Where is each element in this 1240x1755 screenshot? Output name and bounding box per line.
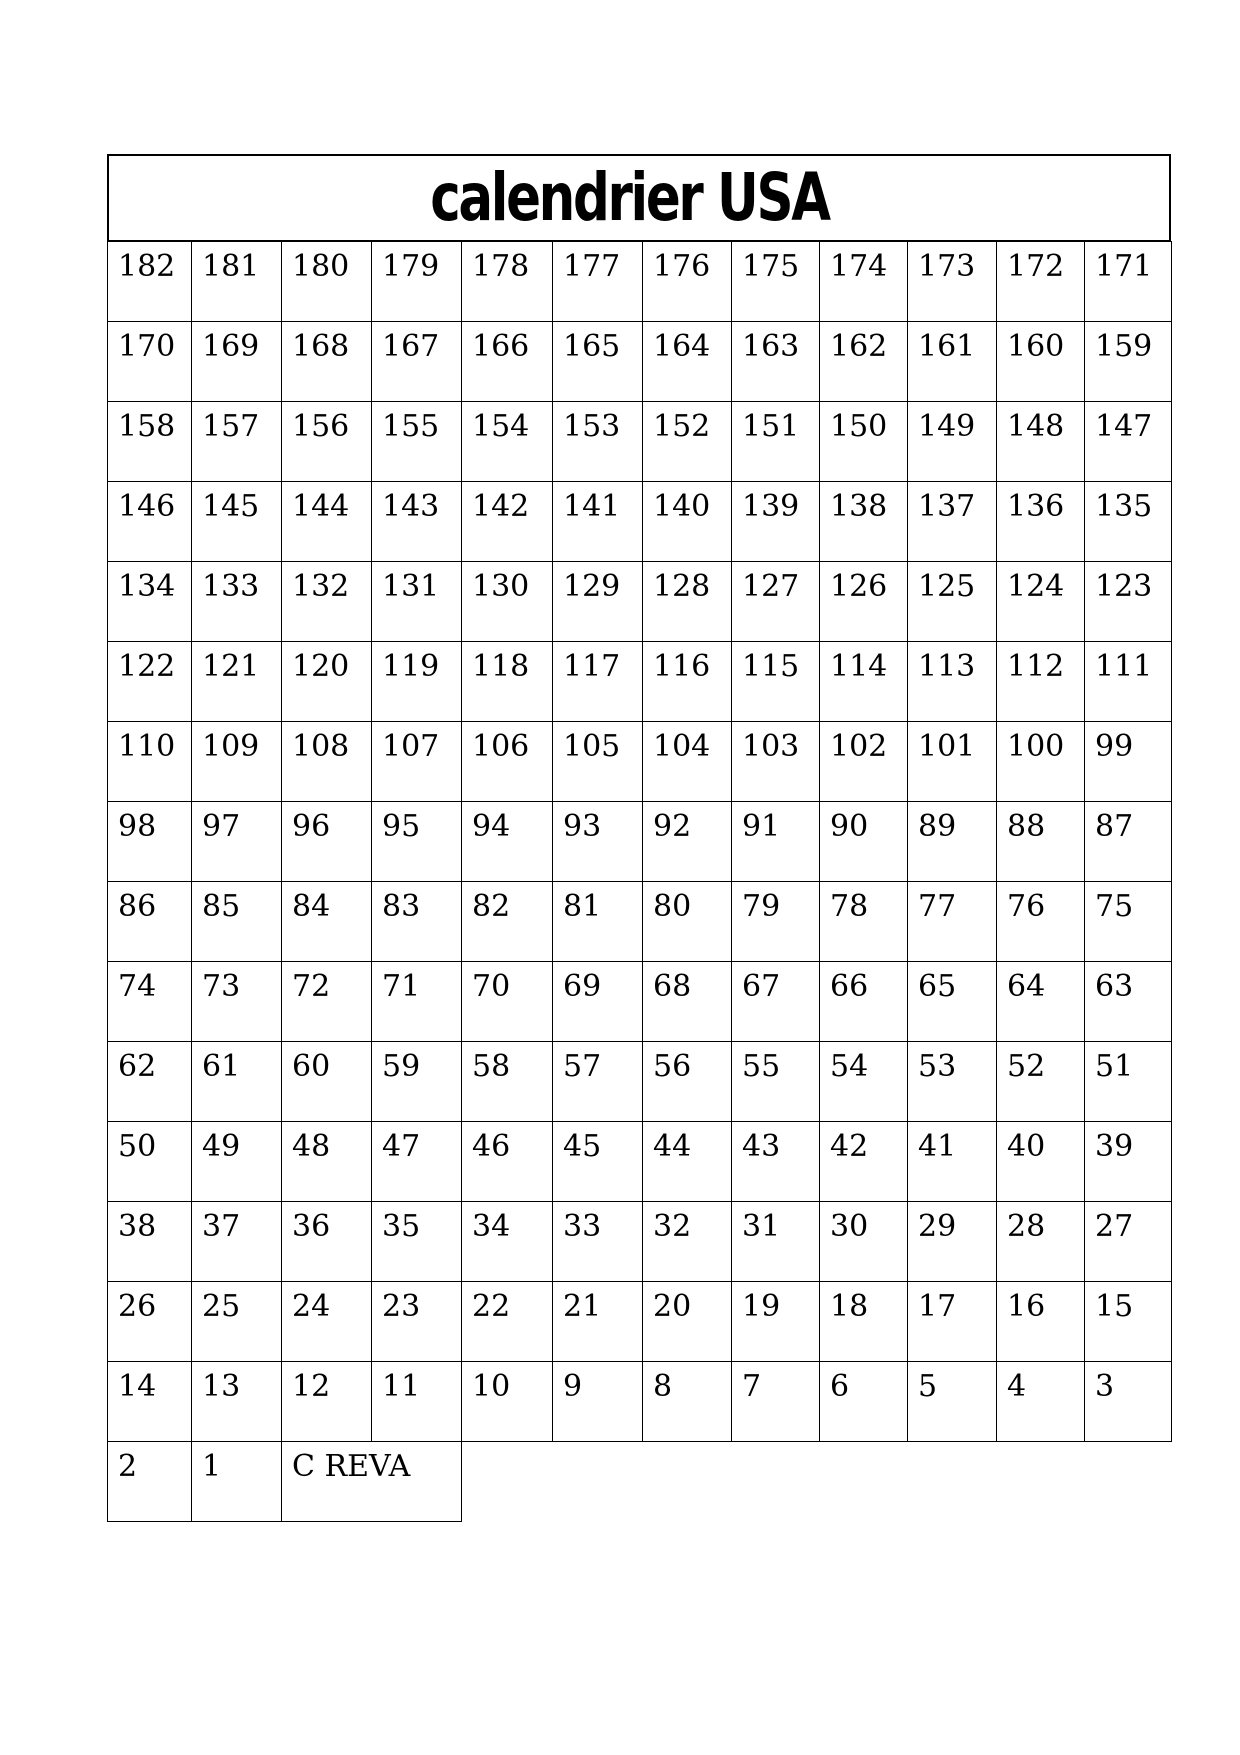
day-cell: 92: [643, 802, 732, 882]
day-cell: 58: [462, 1042, 553, 1122]
day-cell: 91: [732, 802, 820, 882]
day-cell: 45: [553, 1122, 643, 1202]
day-cell: 66: [820, 962, 908, 1042]
day-cell: 98: [108, 802, 192, 882]
day-cell: 76: [997, 882, 1085, 962]
day-cell: 94: [462, 802, 553, 882]
day-cell: 50: [108, 1122, 192, 1202]
day-cell: 181: [192, 242, 282, 322]
day-cell: 46: [462, 1122, 553, 1202]
day-cell: 172: [997, 242, 1085, 322]
day-cell: 32: [643, 1202, 732, 1282]
day-cell: 167: [372, 322, 462, 402]
day-cell: 47: [372, 1122, 462, 1202]
day-cell: 124: [997, 562, 1085, 642]
day-cell: 44: [643, 1122, 732, 1202]
day-cell: 168: [282, 322, 372, 402]
day-cell: 131: [372, 562, 462, 642]
day-cell: 141: [553, 482, 643, 562]
day-cell: 88: [997, 802, 1085, 882]
day-cell: 2: [108, 1442, 192, 1522]
day-cell: 56: [643, 1042, 732, 1122]
day-cell: 135: [1085, 482, 1172, 562]
day-cell: 59: [372, 1042, 462, 1122]
day-cell: 140: [643, 482, 732, 562]
day-cell: 90: [820, 802, 908, 882]
grid-row: [108, 1362, 1172, 1442]
day-cell: 6: [820, 1362, 908, 1442]
day-cell: 101: [908, 722, 997, 802]
day-cell: 26: [108, 1282, 192, 1362]
day-cell: 10: [462, 1362, 553, 1442]
day-cell: 72: [282, 962, 372, 1042]
day-cell: 7: [732, 1362, 820, 1442]
day-cell: 157: [192, 402, 282, 482]
day-cell: 165: [553, 322, 643, 402]
day-cell: 16: [997, 1282, 1085, 1362]
day-cell: 144: [282, 482, 372, 562]
day-cell: 109: [192, 722, 282, 802]
day-cell: 146: [108, 482, 192, 562]
day-cell: 179: [372, 242, 462, 322]
grid-row: [108, 722, 1172, 802]
day-cell: 133: [192, 562, 282, 642]
page-title: calendrier USA: [429, 159, 829, 236]
day-cell: 52: [997, 1042, 1085, 1122]
day-cell: 158: [108, 402, 192, 482]
day-cell: 85: [192, 882, 282, 962]
day-cell: 103: [732, 722, 820, 802]
day-cell: 89: [908, 802, 997, 882]
day-cell: 145: [192, 482, 282, 562]
day-cell: 156: [282, 402, 372, 482]
day-cell: 86: [108, 882, 192, 962]
day-cell: 17: [908, 1282, 997, 1362]
day-cell: 171: [1085, 242, 1172, 322]
day-cell: 71: [372, 962, 462, 1042]
day-cell: 68: [643, 962, 732, 1042]
day-cell: 112: [997, 642, 1085, 722]
day-cell: 110: [108, 722, 192, 802]
day-cell: 182: [108, 242, 192, 322]
day-cell: 155: [372, 402, 462, 482]
empty-cell: [820, 1442, 908, 1522]
grid-row: [108, 1202, 1172, 1282]
empty-cell: [1085, 1442, 1172, 1522]
day-cell: 25: [192, 1282, 282, 1362]
day-cell: 13: [192, 1362, 282, 1442]
day-cell: 34: [462, 1202, 553, 1282]
day-cell: 125: [908, 562, 997, 642]
grid-body: [108, 242, 1172, 1522]
day-cell: 163: [732, 322, 820, 402]
empty-cell: [732, 1442, 820, 1522]
grid-row: [108, 802, 1172, 882]
day-cell: 132: [282, 562, 372, 642]
day-cell: 75: [1085, 882, 1172, 962]
day-cell: 42: [820, 1122, 908, 1202]
day-cell: 99: [1085, 722, 1172, 802]
day-cell: 105: [553, 722, 643, 802]
day-cell: 106: [462, 722, 553, 802]
day-cell: 175: [732, 242, 820, 322]
day-cell: 122: [108, 642, 192, 722]
grid-row-last: [108, 1442, 1172, 1522]
day-cell: 64: [997, 962, 1085, 1042]
title-box: [107, 154, 1171, 242]
empty-cell: [908, 1442, 997, 1522]
day-cell: 164: [643, 322, 732, 402]
day-cell: 153: [553, 402, 643, 482]
day-cell: 170: [108, 322, 192, 402]
day-cell: 139: [732, 482, 820, 562]
day-cell: 77: [908, 882, 997, 962]
day-cell: 111: [1085, 642, 1172, 722]
day-cell: 74: [108, 962, 192, 1042]
day-cell: 128: [643, 562, 732, 642]
day-cell: 37: [192, 1202, 282, 1282]
grid-row: [108, 1282, 1172, 1362]
day-cell: 107: [372, 722, 462, 802]
day-cell: 81: [553, 882, 643, 962]
countdown-grid: [107, 241, 1172, 1522]
day-cell: 40: [997, 1122, 1085, 1202]
day-cell: 3: [1085, 1362, 1172, 1442]
day-cell: 78: [820, 882, 908, 962]
day-cell: 143: [372, 482, 462, 562]
day-cell: 61: [192, 1042, 282, 1122]
day-cell: 4: [997, 1362, 1085, 1442]
day-cell: 134: [108, 562, 192, 642]
day-cell: 8: [643, 1362, 732, 1442]
day-cell: 35: [372, 1202, 462, 1282]
day-cell: 87: [1085, 802, 1172, 882]
day-cell: 150: [820, 402, 908, 482]
day-cell: 113: [908, 642, 997, 722]
day-cell: 100: [997, 722, 1085, 802]
grid-row: [108, 1042, 1172, 1122]
day-cell: 43: [732, 1122, 820, 1202]
day-cell: 12: [282, 1362, 372, 1442]
day-cell: 154: [462, 402, 553, 482]
day-cell: 162: [820, 322, 908, 402]
day-cell: 174: [820, 242, 908, 322]
day-cell: 123: [1085, 562, 1172, 642]
day-cell: 84: [282, 882, 372, 962]
empty-cell: [462, 1442, 553, 1522]
day-cell: 161: [908, 322, 997, 402]
day-cell: 5: [908, 1362, 997, 1442]
day-cell: 149: [908, 402, 997, 482]
day-cell: 69: [553, 962, 643, 1042]
day-cell: 15: [1085, 1282, 1172, 1362]
day-cell: 39: [1085, 1122, 1172, 1202]
empty-cell: [553, 1442, 643, 1522]
day-cell: 18: [820, 1282, 908, 1362]
day-cell: 115: [732, 642, 820, 722]
day-cell: 51: [1085, 1042, 1172, 1122]
day-cell: 62: [108, 1042, 192, 1122]
day-cell: 152: [643, 402, 732, 482]
day-cell: 36: [282, 1202, 372, 1282]
day-cell: 9: [553, 1362, 643, 1442]
day-cell: 121: [192, 642, 282, 722]
day-cell: 38: [108, 1202, 192, 1282]
day-cell: 102: [820, 722, 908, 802]
grid-row: [108, 642, 1172, 722]
day-cell: 96: [282, 802, 372, 882]
day-cell: 129: [553, 562, 643, 642]
day-cell: 180: [282, 242, 372, 322]
day-cell: 176: [643, 242, 732, 322]
grid-row: [108, 882, 1172, 962]
day-cell: 79: [732, 882, 820, 962]
day-cell: 28: [997, 1202, 1085, 1282]
day-cell: 97: [192, 802, 282, 882]
day-cell: 14: [108, 1362, 192, 1442]
signature-cell: C REVA: [282, 1442, 462, 1522]
day-cell: 70: [462, 962, 553, 1042]
day-cell: 177: [553, 242, 643, 322]
day-cell: 151: [732, 402, 820, 482]
day-cell: 54: [820, 1042, 908, 1122]
day-cell: 57: [553, 1042, 643, 1122]
grid-row: [108, 562, 1172, 642]
day-cell: 30: [820, 1202, 908, 1282]
day-cell: 120: [282, 642, 372, 722]
day-cell: 41: [908, 1122, 997, 1202]
day-cell: 126: [820, 562, 908, 642]
day-cell: 178: [462, 242, 553, 322]
day-cell: 23: [372, 1282, 462, 1362]
day-cell: 136: [997, 482, 1085, 562]
day-cell: 67: [732, 962, 820, 1042]
day-cell: 73: [192, 962, 282, 1042]
day-cell: 80: [643, 882, 732, 962]
day-cell: 27: [1085, 1202, 1172, 1282]
day-cell: 60: [282, 1042, 372, 1122]
empty-cell: [997, 1442, 1085, 1522]
day-cell: 55: [732, 1042, 820, 1122]
day-cell: 29: [908, 1202, 997, 1282]
day-cell: 31: [732, 1202, 820, 1282]
day-cell: 127: [732, 562, 820, 642]
day-cell: 119: [372, 642, 462, 722]
day-cell: 19: [732, 1282, 820, 1362]
grid-row: [108, 322, 1172, 402]
day-cell: 142: [462, 482, 553, 562]
day-cell: 22: [462, 1282, 553, 1362]
empty-cell: [643, 1442, 732, 1522]
day-cell: 82: [462, 882, 553, 962]
calendar-sheet: [107, 154, 1171, 1522]
grid-row: [108, 482, 1172, 562]
day-cell: 63: [1085, 962, 1172, 1042]
day-cell: 138: [820, 482, 908, 562]
day-cell: 148: [997, 402, 1085, 482]
day-cell: 116: [643, 642, 732, 722]
grid-row: [108, 962, 1172, 1042]
day-cell: 166: [462, 322, 553, 402]
day-cell: 65: [908, 962, 997, 1042]
day-cell: 114: [820, 642, 908, 722]
day-cell: 1: [192, 1442, 282, 1522]
day-cell: 93: [553, 802, 643, 882]
day-cell: 147: [1085, 402, 1172, 482]
day-cell: 118: [462, 642, 553, 722]
grid-row: [108, 242, 1172, 322]
day-cell: 33: [553, 1202, 643, 1282]
day-cell: 49: [192, 1122, 282, 1202]
day-cell: 160: [997, 322, 1085, 402]
day-cell: 11: [372, 1362, 462, 1442]
grid-row: [108, 1122, 1172, 1202]
day-cell: 83: [372, 882, 462, 962]
day-cell: 117: [553, 642, 643, 722]
day-cell: 137: [908, 482, 997, 562]
day-cell: 95: [372, 802, 462, 882]
day-cell: 108: [282, 722, 372, 802]
day-cell: 53: [908, 1042, 997, 1122]
day-cell: 130: [462, 562, 553, 642]
day-cell: 159: [1085, 322, 1172, 402]
grid-row: [108, 402, 1172, 482]
day-cell: 173: [908, 242, 997, 322]
day-cell: 104: [643, 722, 732, 802]
day-cell: 24: [282, 1282, 372, 1362]
day-cell: 21: [553, 1282, 643, 1362]
day-cell: 169: [192, 322, 282, 402]
day-cell: 20: [643, 1282, 732, 1362]
day-cell: 48: [282, 1122, 372, 1202]
